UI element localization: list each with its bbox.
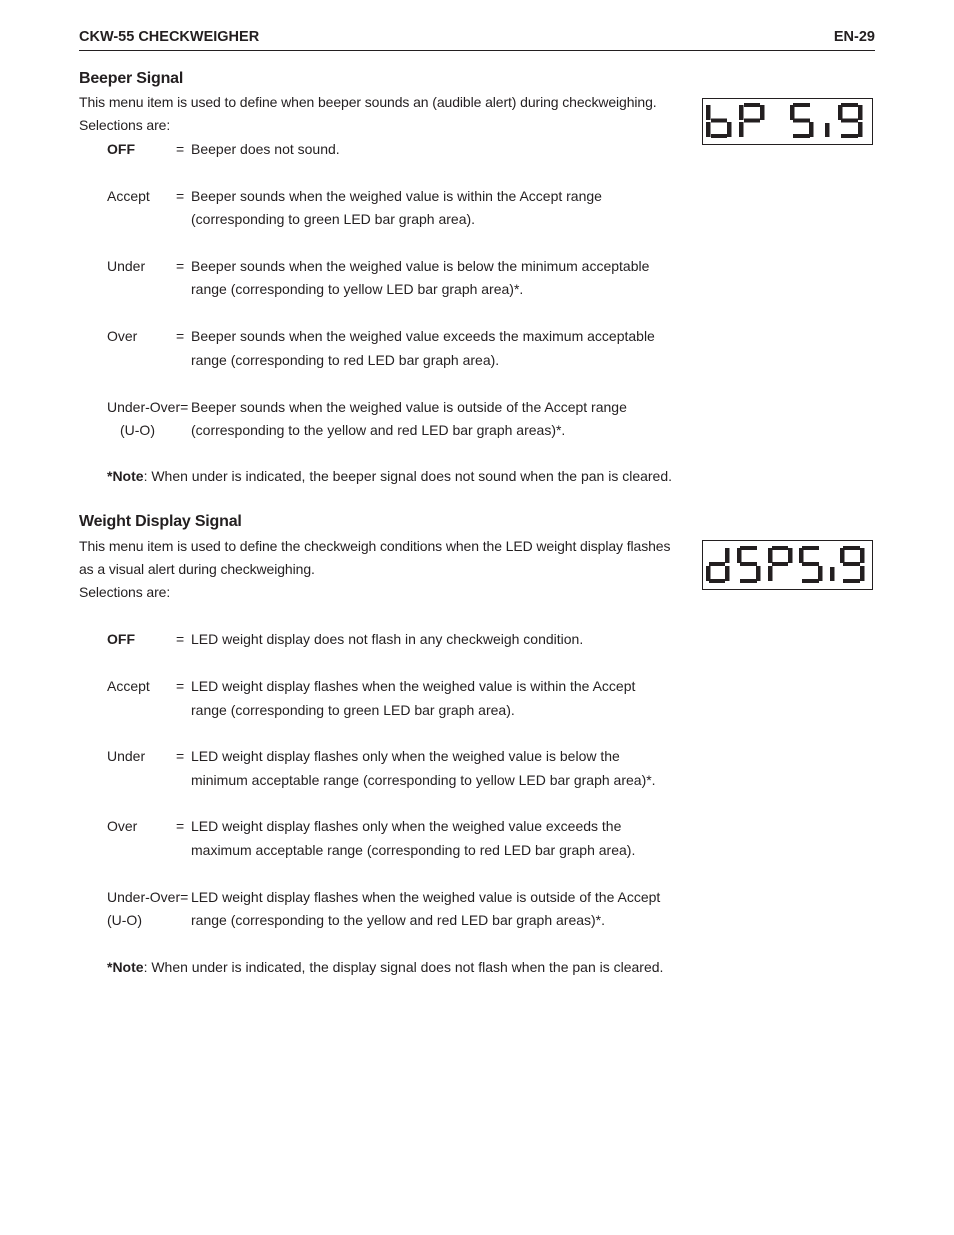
- weight-option-accept: Accept: [107, 678, 150, 694]
- beeper-option-under-over-abbr: (U-O): [120, 422, 155, 438]
- equals-sign: =: [176, 631, 185, 647]
- beeper-option-accept: Accept: [107, 188, 150, 204]
- weight-lcd-display: [702, 540, 873, 590]
- beeper-option-under-desc-1: Beeper sounds when the weighed value is below the minimum acceptable: [191, 258, 650, 274]
- weight-option-under-desc-1: LED weight display flashes only when the weighed value is below the: [191, 748, 620, 764]
- beeper-note-label: *Note: [107, 468, 144, 484]
- weight-option-off-desc: LED weight display does not flash in any checkweigh condition.: [191, 631, 584, 647]
- weight-lcd-glyphs: [703, 541, 871, 588]
- beeper-intro-line2: Selections are:: [79, 117, 171, 133]
- weight-intro-line3: Selections are:: [79, 584, 171, 600]
- weight-option-under-over: Under-Over=: [107, 889, 189, 905]
- weight-intro-line1: This menu item is used to define the checkweigh conditions when the LED weight display flashes: [79, 538, 671, 554]
- weight-option-over-desc-1: LED weight display flashes only when the weighed value exceeds the: [191, 818, 622, 834]
- weight-note-text: : When under is indicated, the display signal does not flash when the pan is cleared.: [143, 959, 664, 975]
- equals-sign: =: [176, 328, 185, 344]
- weight-option-over: Over: [107, 818, 138, 834]
- document-title: CKW-55 CHECKWEIGHER: [79, 29, 260, 45]
- beeper-option-under-over: Under-Over=: [107, 399, 189, 415]
- beeper-intro-line1: This menu item is used to define when beeper sounds an (audible alert) during checkweighing.: [79, 94, 657, 110]
- weight-option-under: Under: [107, 748, 146, 764]
- weight-option-under-over-desc-1: LED weight display flashes when the weighed value is outside of the Accept: [191, 889, 661, 905]
- beeper-option-under-over-desc-2: (corresponding to the yellow and red LED bar graph areas)*.: [191, 422, 566, 438]
- beeper-section-title: Beeper Signal: [79, 70, 184, 87]
- weight-option-off: OFF: [107, 631, 135, 647]
- weight-option-over-desc-2: maximum acceptable range (corresponding to red LED bar graph area).: [191, 842, 636, 858]
- equals-sign: =: [176, 258, 185, 274]
- beeper-option-off: OFF: [107, 141, 135, 157]
- beeper-lcd-display: [702, 98, 873, 145]
- equals-sign: =: [176, 678, 185, 694]
- beeper-option-accept-desc-1: Beeper sounds when the weighed value is within the Accept range: [191, 188, 602, 204]
- weight-intro-line2: as a visual alert during checkweighing.: [79, 561, 315, 577]
- beeper-note-text: : When under is indicated, the beeper signal does not sound when the pan is cleared.: [143, 468, 673, 484]
- beeper-option-under-desc-2: range (corresponding to yellow LED bar graph area)*.: [191, 281, 524, 297]
- weight-note: [107, 956, 663, 979]
- beeper-lcd-glyphs: [703, 99, 871, 143]
- weight-option-accept-desc-2: range (corresponding to green LED bar graph area).: [191, 702, 515, 718]
- equals-sign: =: [176, 188, 185, 204]
- equals-sign: =: [176, 141, 185, 157]
- weight-option-under-desc-2: minimum acceptable range (corresponding to yellow LED bar graph area)*.: [191, 772, 656, 788]
- weight-section-title: Weight Display Signal: [79, 513, 242, 530]
- page-header: [79, 28, 875, 51]
- beeper-option-under: Under: [107, 258, 146, 274]
- page-number: EN-29: [833, 29, 875, 45]
- beeper-note: [107, 465, 672, 488]
- equals-sign: =: [176, 748, 185, 764]
- beeper-option-over: Over: [107, 328, 138, 344]
- beeper-option-off-desc: Beeper does not sound.: [191, 141, 340, 157]
- beeper-option-under-over-desc-1: Beeper sounds when the weighed value is outside of the Accept range: [191, 399, 627, 415]
- beeper-option-accept-desc-2: (corresponding to green LED bar graph area).: [191, 211, 476, 227]
- weight-option-under-over-abbr: (U-O): [107, 912, 142, 928]
- weight-note-label: *Note: [107, 959, 144, 975]
- weight-option-under-over-desc-2: range (corresponding to the yellow and red LED bar graph areas)*.: [191, 912, 606, 928]
- beeper-option-over-desc-2: range (corresponding to red LED bar graph area).: [191, 352, 500, 368]
- weight-option-accept-desc-1: LED weight display flashes when the weighed value is within the Accept: [191, 678, 636, 694]
- equals-sign: =: [176, 818, 185, 834]
- beeper-option-over-desc-1: Beeper sounds when the weighed value exceeds the maximum acceptable: [191, 328, 655, 344]
